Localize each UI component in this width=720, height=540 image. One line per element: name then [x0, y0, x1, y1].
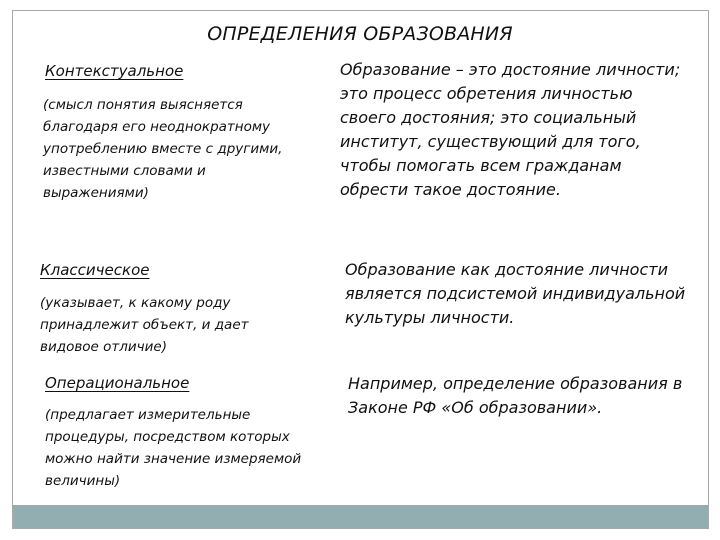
note-contextual: (смысл понятия выясняется благодаря его неоднократному употреблению вместе с другими, известными словами и выражениями) — [43, 97, 283, 201]
term-operational: Операциональное — [45, 374, 190, 392]
footer-bar — [13, 505, 708, 528]
page-title: ОПРЕДЕЛЕНИЯ ОБРАЗОВАНИЯ — [207, 23, 513, 45]
definition-operational: Например, определение образования в Законе РФ «Об образовании». — [348, 374, 683, 417]
note-operational: (предлагает измерительные процедуры, посредством которых можно найти значение измеряемой величины) — [45, 407, 302, 489]
term-classical: Классическое — [40, 261, 150, 279]
definition-contextual: Образование – это достояние личности; это процесс обретения личностью своего достояния; это социальный институт, существующий для того, чтобы помогать всем гражданам обрести такое достояние. — [340, 60, 681, 199]
definition-classical: Образование как достояние личности является подсистемой индивидуальной культуры личности. — [345, 260, 686, 327]
term-contextual: Контекстуальное — [45, 62, 184, 80]
note-classical: (указывает, к какому роду принадлежит объект, и дает видовое отличие) — [40, 295, 249, 355]
